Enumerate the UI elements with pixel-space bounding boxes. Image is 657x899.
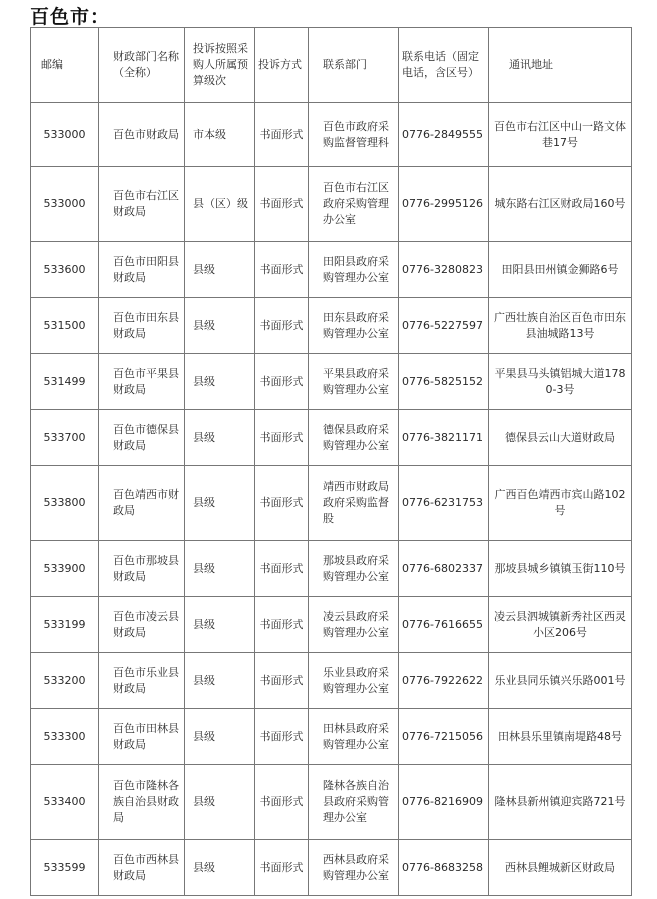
table-row <box>31 597 632 653</box>
table-row <box>31 653 632 709</box>
cell-dept: 百色市平果县财政局 <box>99 354 185 410</box>
cell-address: 那坡县城乡镇镇玉街110号 <box>489 541 632 597</box>
cell-method: 书面形式 <box>255 541 309 597</box>
cell-zip: 533200 <box>31 653 99 709</box>
cell-contact: 田东县政府采购管理办公室 <box>309 298 399 354</box>
cell-contact: 乐业县政府采购管理办公室 <box>309 653 399 709</box>
cell-level: 县级 <box>185 709 255 765</box>
table-row <box>31 466 632 541</box>
cell-phone: 0776-7616655 <box>399 597 489 653</box>
cell-address: 乐业县同乐镇兴乐路001号 <box>489 653 632 709</box>
table-row <box>31 541 632 597</box>
cell-contact: 那坡县政府采购管理办公室 <box>309 541 399 597</box>
contact-table <box>30 27 632 896</box>
cell-method: 书面形式 <box>255 466 309 541</box>
cell-phone: 0776-8683258 <box>399 840 489 896</box>
cell-address: 凌云县泗城镇新秀社区西灵小区206号 <box>489 597 632 653</box>
cell-dept: 百色市那坡县财政局 <box>99 541 185 597</box>
cell-method: 书面形式 <box>255 242 309 298</box>
table-row <box>31 103 632 167</box>
table-row <box>31 709 632 765</box>
cell-level: 县级 <box>185 466 255 541</box>
table-row <box>31 242 632 298</box>
cell-address: 百色市右江区中山一路文体巷17号 <box>489 103 632 167</box>
table-row <box>31 167 632 242</box>
header-level: 投诉按照采购人所属预算级次 <box>185 28 255 103</box>
cell-contact: 百色市政府采购监督管理科 <box>309 103 399 167</box>
cell-level: 县（区）级 <box>185 167 255 242</box>
cell-zip: 533300 <box>31 709 99 765</box>
cell-dept: 百色市凌云县财政局 <box>99 597 185 653</box>
cell-phone: 0776-2995126 <box>399 167 489 242</box>
cell-phone: 0776-6231753 <box>399 466 489 541</box>
cell-method: 书面形式 <box>255 354 309 410</box>
cell-level: 县级 <box>185 541 255 597</box>
header-contact: 联系部门 <box>309 28 399 103</box>
cell-dept: 百色靖西市财政局 <box>99 466 185 541</box>
cell-phone: 0776-6802337 <box>399 541 489 597</box>
cell-phone: 0776-5227597 <box>399 298 489 354</box>
header-method: 投诉方式 <box>255 28 309 103</box>
table-row <box>31 354 632 410</box>
cell-method: 书面形式 <box>255 765 309 840</box>
cell-phone: 0776-7215056 <box>399 709 489 765</box>
cell-zip: 531500 <box>31 298 99 354</box>
cell-zip: 533600 <box>31 242 99 298</box>
cell-level: 县级 <box>185 298 255 354</box>
cell-level: 县级 <box>185 410 255 466</box>
cell-contact: 田林县政府采购管理办公室 <box>309 709 399 765</box>
header-dept: 财政部门名称（全称） <box>99 28 185 103</box>
cell-level: 县级 <box>185 597 255 653</box>
cell-contact: 百色市右江区政府采购管理办公室 <box>309 167 399 242</box>
cell-dept: 百色市乐业县财政局 <box>99 653 185 709</box>
cell-dept: 百色市田林县财政局 <box>99 709 185 765</box>
table-row <box>31 298 632 354</box>
cell-dept: 百色市隆林各族自治县财政局 <box>99 765 185 840</box>
table-row <box>31 410 632 466</box>
cell-address: 德保县云山大道财政局 <box>489 410 632 466</box>
cell-zip: 533000 <box>31 103 99 167</box>
cell-address: 城东路右江区财政局160号 <box>489 167 632 242</box>
cell-method: 书面形式 <box>255 653 309 709</box>
cell-contact: 西林县政府采购管理办公室 <box>309 840 399 896</box>
cell-address: 广西百色靖西市宾山路102号 <box>489 466 632 541</box>
cell-method: 书面形式 <box>255 840 309 896</box>
cell-level: 县级 <box>185 840 255 896</box>
cell-address: 西林县鲤城新区财政局 <box>489 840 632 896</box>
cell-method: 书面形式 <box>255 298 309 354</box>
cell-level: 县级 <box>185 765 255 840</box>
cell-contact: 德保县政府采购管理办公室 <box>309 410 399 466</box>
cell-zip: 533199 <box>31 597 99 653</box>
cell-zip: 533000 <box>31 167 99 242</box>
cell-address: 田阳县田州镇金狮路6号 <box>489 242 632 298</box>
table-body <box>31 103 632 896</box>
cell-zip: 533800 <box>31 466 99 541</box>
cell-address: 田林县乐里镇南堤路48号 <box>489 709 632 765</box>
cell-dept: 百色市西林县财政局 <box>99 840 185 896</box>
header-row <box>31 28 632 103</box>
cell-method: 书面形式 <box>255 167 309 242</box>
table-row <box>31 765 632 840</box>
cell-level: 县级 <box>185 354 255 410</box>
cell-zip: 533900 <box>31 541 99 597</box>
cell-address: 隆林县新州镇迎宾路721号 <box>489 765 632 840</box>
page-title: 百色市： <box>30 6 111 28</box>
cell-level: 县级 <box>185 242 255 298</box>
cell-phone: 0776-5825152 <box>399 354 489 410</box>
cell-dept: 百色市德保县财政局 <box>99 410 185 466</box>
cell-method: 书面形式 <box>255 103 309 167</box>
cell-level: 市本级 <box>185 103 255 167</box>
cell-contact: 靖西市财政局政府采购监督股 <box>309 466 399 541</box>
cell-zip: 531499 <box>31 354 99 410</box>
cell-zip: 533400 <box>31 765 99 840</box>
cell-contact: 凌云县政府采购管理办公室 <box>309 597 399 653</box>
cell-phone: 0776-2849555 <box>399 103 489 167</box>
header-address: 通讯地址 <box>489 28 632 103</box>
table-row <box>31 840 632 896</box>
cell-level: 县级 <box>185 653 255 709</box>
cell-dept: 百色市右江区财政局 <box>99 167 185 242</box>
cell-method: 书面形式 <box>255 410 309 466</box>
cell-method: 书面形式 <box>255 709 309 765</box>
cell-dept: 百色市田东县财政局 <box>99 298 185 354</box>
cell-phone: 0776-7922622 <box>399 653 489 709</box>
cell-dept: 百色市田阳县财政局 <box>99 242 185 298</box>
cell-zip: 533700 <box>31 410 99 466</box>
cell-contact: 平果县政府采购管理办公室 <box>309 354 399 410</box>
header-zip: 邮编 <box>31 28 99 103</box>
cell-dept: 百色市财政局 <box>99 103 185 167</box>
cell-zip: 533599 <box>31 840 99 896</box>
cell-phone: 0776-3821171 <box>399 410 489 466</box>
cell-phone: 0776-8216909 <box>399 765 489 840</box>
cell-phone: 0776-3280823 <box>399 242 489 298</box>
cell-address: 广西壮族自治区百色市田东县油城路13号 <box>489 298 632 354</box>
cell-method: 书面形式 <box>255 597 309 653</box>
cell-contact: 田阳县政府采购管理办公室 <box>309 242 399 298</box>
cell-contact: 隆林各族自治县政府采购管理办公室 <box>309 765 399 840</box>
cell-address: 平果县马头镇铝城大道1780-3号 <box>489 354 632 410</box>
header-phone: 联系电话（固定电话，含区号） <box>399 28 489 103</box>
